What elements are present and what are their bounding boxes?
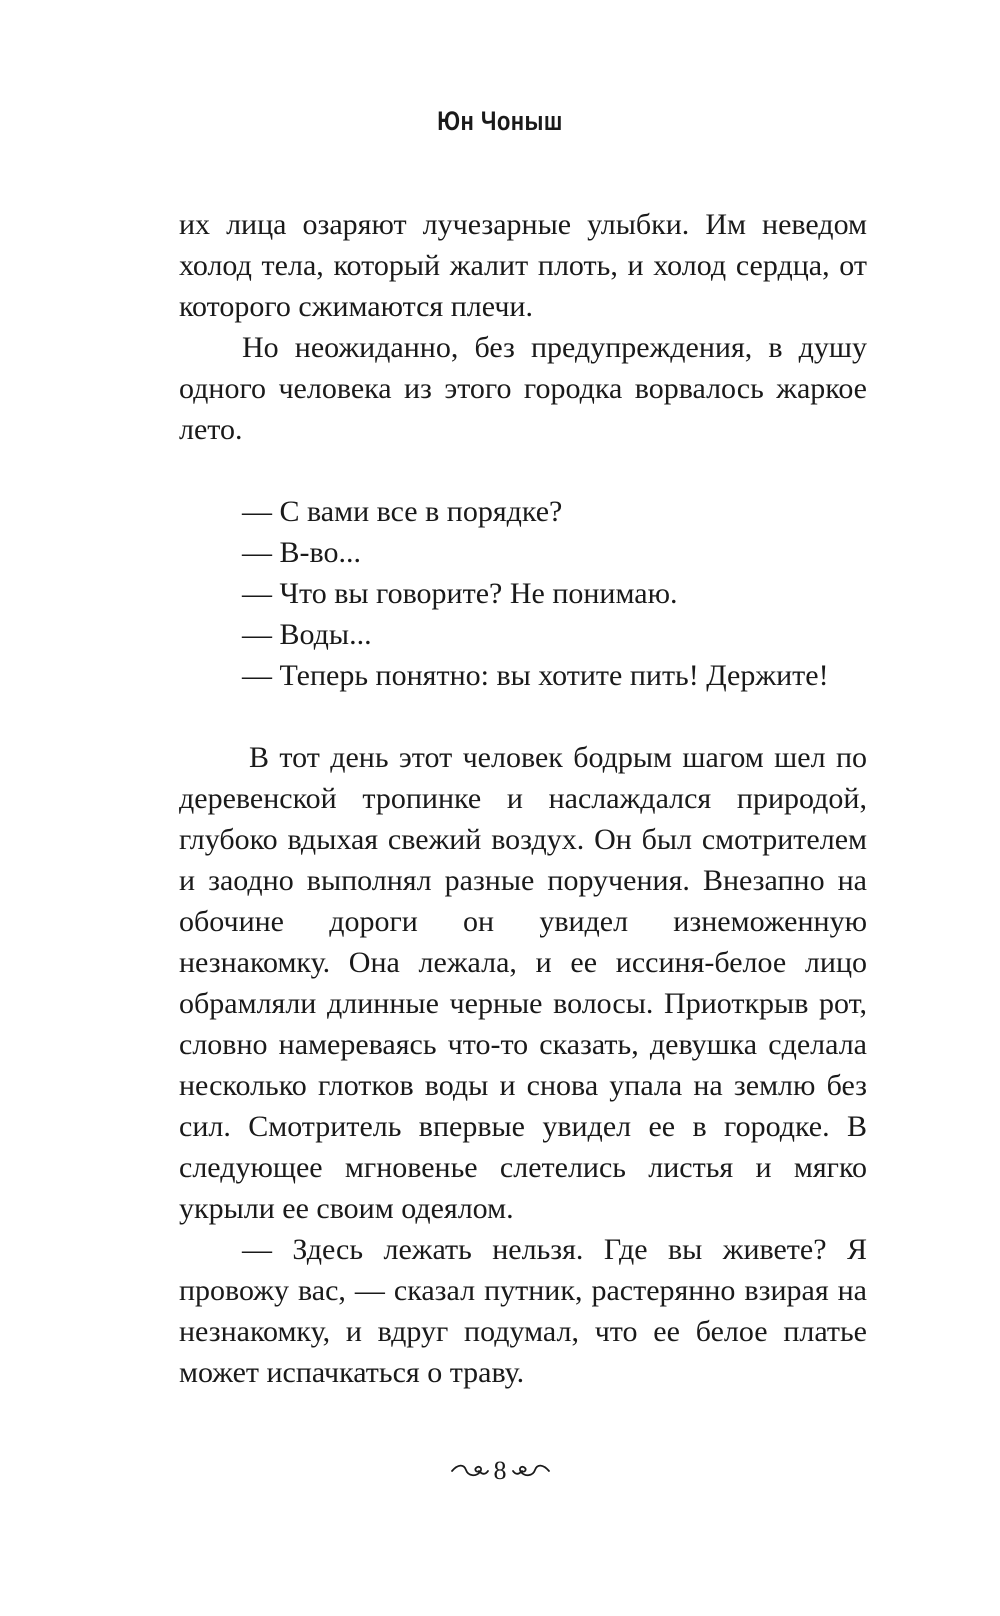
paragraph: Но неожиданно, без предупреждения, в душу одного человека из этого городка ворвалось жаркое лето.: [179, 331, 867, 446]
dialogue-line: — Что вы говорите? Не понимаю.: [242, 577, 678, 610]
body-text: [179, 204, 867, 1393]
page-number-footer: [0, 1456, 1000, 1486]
dialogue-line: — В-во...: [242, 536, 361, 569]
dialogue-line: — Воды...: [242, 618, 372, 651]
running-header: Юн Чоныш: [437, 106, 563, 136]
paragraph: В тот день этот человек бодрым шагом шел по деревенской тропинке и наслаждался природой, глубоко вдыхая свежий воздух. Он был смотрителем и заодно выполнял разные поручения. Внезапно на обочине дороги он увидел изнеможенную незнакомку. Она лежала, и ее иссиня-белое лицо обрамляли длинные черные волосы. Приоткрыв рот, словно намереваясь что-то сказать, девушка сделала несколько глотков воды и снова упала на землю без сил. Смотритель впервые увидел ее в городке. В следующее мгновенье слетелись листья и мягко укрыли ее своим одеялом.: [179, 741, 867, 1225]
section-gap: [179, 450, 867, 491]
page-number: 8: [493, 1456, 507, 1485]
section-gap: [179, 696, 867, 737]
swirl-right-ornament-icon: [511, 1462, 551, 1480]
paragraph: — Здесь лежать нельзя. Где вы живете? Я провожу вас, — сказал путник, растерянно взирая на незнакомку, и вдруг подумал, что ее белое платье может испачкаться о траву.: [179, 1233, 867, 1389]
paragraph: их лица озаряют лучезарные улыбки. Им неведом холод тела, который жалит плоть, и холод сердца, от которого сжимаются плечи.: [179, 208, 867, 323]
swirl-left-ornament-icon: [450, 1462, 490, 1480]
dialogue-line: — Теперь понятно: вы хотите пить! Держите!: [242, 659, 829, 692]
dialogue-line: — С вами все в порядке?: [242, 495, 563, 528]
